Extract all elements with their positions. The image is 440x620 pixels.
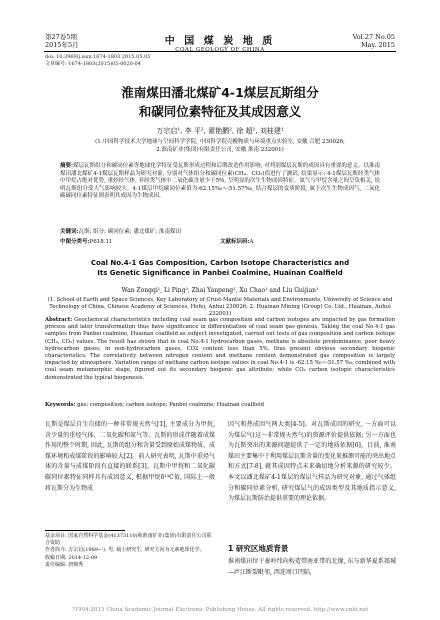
abstract-cn (60, 163, 380, 201)
journal-name-cn: 中 国 煤 炭 地 质 (164, 36, 276, 47)
section-heading-1: 1 研究区地质背景 (228, 544, 289, 553)
volume-cn: 第27卷5期 (45, 33, 77, 41)
abstract-cn-text: 煤层瓦斯组分和碳同位素等地球化学特征受瓦斯形成过程和后期改造作用影响, 对判别煤层瓦斯的成因具有重要的意义。以淮南煤田潘北煤矿4-1煤层瓦斯样品为研究对象, 分别对气体组分和碳同位素(CH₄、CO₂)值进行了测试, 结果显示: 4-1煤层瓦斯经类气体中甲烷占绝对优势, 重烃经气体, 非经类气体中二氧化碳含量少于5%, 呈明显的次生生物成因特征。氮气与甲烷含量之间呈负相关, 说明瓦斯组分受大气影响较大。4-1煤层甲烷碳同位素值为-62.15‰~-51.57‰, 结合煤层的变质阶段, 属于次生生物成因气, 二氧化碳碳同位素特征则表明其成因为生物成因。 (60, 163, 380, 199)
copyright-footer: ?1994-2015 China Academic Journal Electronic Publishing House. All rights reserved. http://www.cnki.net (71, 607, 369, 613)
title-en-line2: Its Genetic Significance in Panbei Coalmine, Huainan Coalfield (97, 269, 343, 277)
keywords-en-text: gas; composition; carbon isotope; Panbei coalmine; Huainan coalfield (77, 402, 265, 408)
journal-name-en: COAL GEOLOGY OF CHINA (175, 47, 265, 53)
date-en: May. 2015 (360, 41, 395, 49)
doi: doi: 10.3969/j.issn.1674-1803.2015.05.05 (45, 54, 151, 60)
body-column-right: 因气和热成因气两大类[4-5]。对瓦斯成因的研究, 一方面可以为煤层气(这一非常规天然气)的资源评价提供依据; 另一方面也为瓦斯突出的来源问题提供了一定的地质依据[6]。目前, 淮南煤田主要集中于利用煤层瓦斯含量的变化来推测可能的突出地点和方式[7-8], 就其成因特点未来确切地分析来源的研究较少。本文以潘北煤矿4-1煤层的煤层气样品为研究对象, 通过气体组分和碳同位素分析, 研究煤层气的成因类型及其地质指示意义, 为煤层瓦斯防治提供重要的理论依据。 (228, 421, 397, 503)
article-number: 文章编号: 1674-1803(2015)05-0020-04 (45, 61, 141, 67)
article-meta (45, 54, 150, 68)
date-cn: 2015年5月 (45, 41, 79, 49)
abstract-en-text: Geochemical characteristics including coal seam gas composition and carbon isotopes are impacted by gas formation process and later transformation thus have significance in differentiation of coal seam gas genesis. Taking the coal No.4-1 gas samples from Panbei coalmine, Huainan coalfield as subject investigated, carried out tests of gas composition and carbon isotope (CH₄, CO₂) values. The result has shown that in coal No.4-1 hydrocarbon gases, methane is absolute predominance, poor heavy hydrocarbon gases; in non-hydrocarbon gases, CO2 content less than 5%, thus present obvious secondary biogenic characteristics. The correlativity between nitrogen content and methane content demonstrated gas composition is largely impacted by atmosphere. Variation range of methane carbon isotope values in coal No.4-1 is -62.15 ‰~-51.57 ‰, combined with coal seam metamorphic stage, figured out its secondary biogenic gas attribute; while CO₂ carbon isotopic characteristics demonstrated the typical biogenesis. (45, 317, 396, 381)
keywords-en-label: Keywords: (45, 402, 76, 408)
footnote-editor: 责任编辑: 唐锦秀 (45, 561, 84, 568)
section-1-text: 淮南煤田位于秦岭纬向构造带南亚带的北缘, 东与新华夏系郯城—庐江断裂毗邻, 西连周口凹陷, (228, 558, 396, 576)
clc-label: 中图分类号: (60, 239, 90, 245)
affiliation-cn-line2: 2.淮南矿业(集团)有限责任公司, 安徽 淮南 232001) (156, 147, 284, 153)
body-column-left: 瓦斯是煤层自生自储的一种非常规天然气[1], 主要成分为甲烷, 含少量的重烃气体、二氧化碳和氮气等。瓦斯的形成伴随着成煤作用的整个时期, 因此, 瓦斯的组分和含量受到原始成煤物质、成煤环境和成煤阶段的影响较大[2]。前人研究表明, 瓦斯中重烃气体的含量与成煤阶段有直接的联系[3]。瓦斯中甲烷和二氧化碳碳同位素特征同样具有成因意义, 根据甲烷δ¹³C值, 国际上一般将瓦斯分为生物成 (45, 421, 215, 492)
keywords-cn-label: 关键词: (60, 229, 79, 235)
volume-en: Vol.27 No.05 (352, 33, 395, 41)
footnote-rule (45, 530, 125, 531)
title-cn-line1: 淮南煤田潘北煤矿4-1煤层瓦斯组分 (121, 85, 319, 100)
title-en (0, 258, 440, 278)
affiliations-en: (1. School of Earth and Space Sciences, Key Laboratory of Crust-Mantle Materials and Environments, University of Science and Technology of China, Chinese Academy of Sciences, Hefei, Anhui 230026; 2. Huainan Mining (Group) Co. Ltd., Huainan, Anhui 232001) (47, 297, 393, 317)
affiliations-cn (0, 138, 440, 154)
header-right (353, 33, 395, 49)
header-rule (44, 51, 396, 52)
classification-row (60, 237, 380, 245)
doc-code: A (249, 239, 254, 245)
doc-code-label: 文献标识码: (220, 239, 250, 245)
affiliation-cn-line1: (1.中国科学技术大学地球与空间科学学院, 中国科学院壳幔物质与环境重点实验室, 安徽 合肥 230026; (95, 139, 345, 145)
abstract-en-label: Abstract: (45, 317, 73, 323)
footnote-received: 收稿日期: 2014-12-09 (45, 554, 98, 561)
footnotes (45, 533, 215, 569)
title-en-line1: Coal No.4-1 Gas Composition, Carbon Isotope Characteristics and (90, 259, 350, 267)
footnote-fund: 基金项目: 国家自然科学基金(41373110)和淮南矿业(集团)有限责任公司联合资助 (45, 533, 212, 547)
authors-cn: 万宗启¹, 李 平², 翟艳鹏², 徐 超¹, 刘桂建¹ (156, 127, 284, 135)
abstract-en (45, 317, 395, 382)
title-cn (0, 83, 440, 121)
footnote-author: 作者简介: 万宗启(1989—), 男, 硕士研究生, 研究方向为元素地球化学。 (45, 547, 205, 554)
keywords-cn (60, 227, 380, 235)
keywords-en (45, 402, 395, 409)
authors-en: Wan Zongqi¹, Li Ping², Zhai Yanpeng², Xu Chao¹ and Liu Guijian¹ (121, 287, 319, 294)
abstract-cn-label: 摘要: (60, 163, 74, 169)
title-cn-line2: 和碳同位素特征及其成因意义 (138, 104, 302, 119)
clc-code: P618.11 (89, 239, 113, 245)
keywords-cn-text: 瓦斯; 组分; 碳同位素; 潘北煤矿; 淮南煤田 (78, 229, 181, 235)
